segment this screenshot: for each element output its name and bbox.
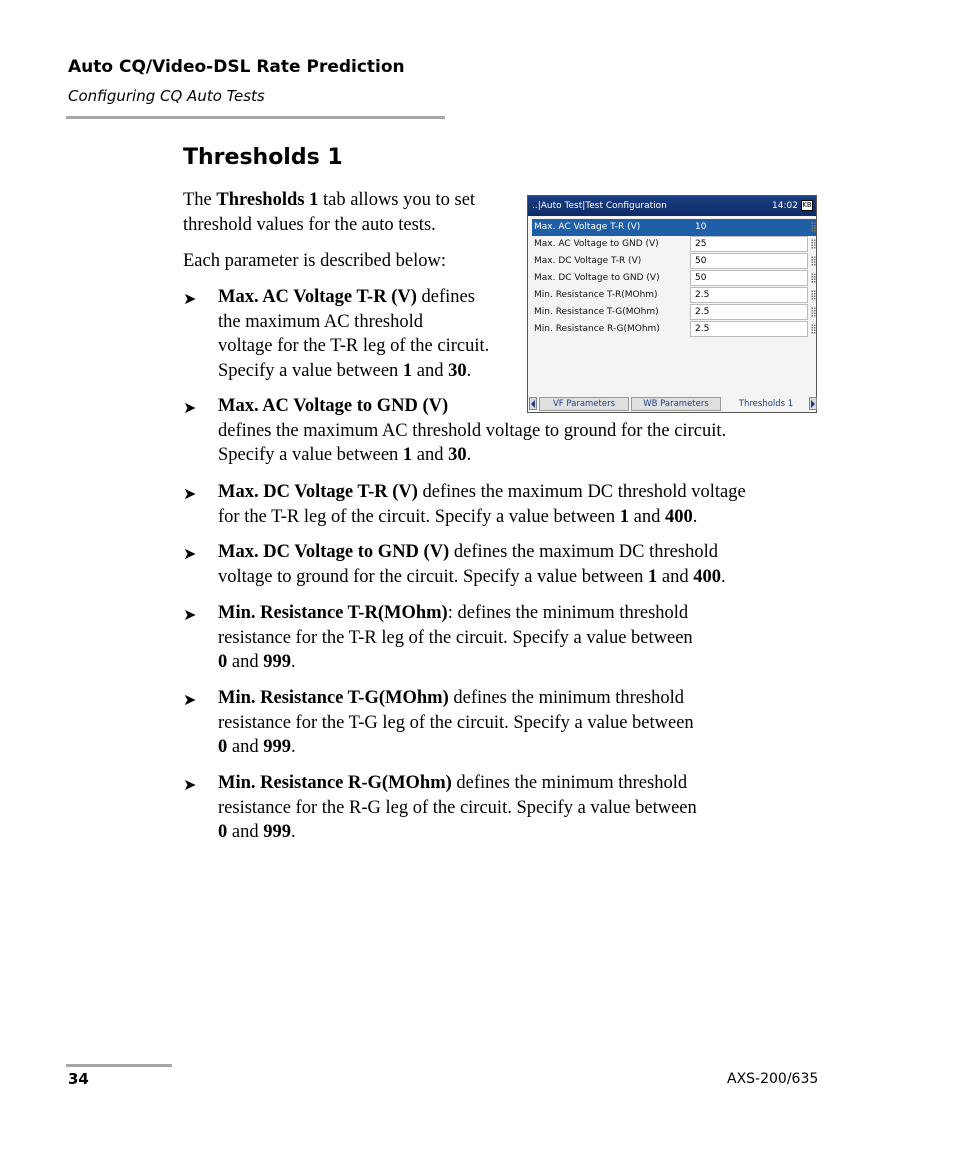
param-row-res-tg[interactable] [532,304,816,321]
bullet-arrow-icon: ➤ [183,690,197,709]
bullet-item: Min. Resistance R-G(MOhm) defines the minimum threshold resistance for the R-G leg of the circuit. Specify a value between 0 and 999. [218,773,697,842]
device-clock: 14:02 [772,201,798,211]
bullet-arrow-icon: ➤ [183,775,197,794]
grip-icon [811,239,816,249]
param-value-field[interactable]: 2.5 [690,304,808,320]
bullet-item: Max. DC Voltage T-R (V) defines the maximum DC threshold voltage for the T-R leg of the circuit. Specify a value between 1 and 400. [218,482,746,527]
param-row-ac-tr[interactable] [532,219,816,236]
tab-vf-parameters[interactable]: VF Parameters [539,397,629,411]
page-number: 34 [68,1070,89,1088]
section-title: Thresholds 1 [183,145,343,170]
param-value-field[interactable]: 2.5 [690,321,808,337]
device-title-bar [528,196,816,216]
bullet-arrow-icon: ➤ [183,605,197,624]
param-label: Max. AC Voltage T-R (V) [534,222,641,232]
tab-scroll-right-icon[interactable] [809,397,817,410]
bullet-arrow-icon: ➤ [183,484,197,503]
described-paragraph: Each parameter is described below: [183,251,446,271]
device-tab-bar [528,396,816,412]
param-row-dc-gnd[interactable] [532,270,816,287]
param-value-field[interactable]: 50 [690,253,808,269]
bullet-arrow-icon: ➤ [183,289,197,308]
running-header-title: Auto CQ/Video-DSL Rate Prediction [68,57,405,77]
param-label: Max. DC Voltage to GND (V) [534,273,660,283]
param-value-field[interactable]: 10 [690,219,808,235]
grip-icon [811,256,816,266]
param-value-field[interactable]: 25 [690,236,808,252]
header-rule [66,116,445,119]
device-screenshot [527,195,817,413]
bullet-item: Min. Resistance T-G(MOhm) defines the minimum threshold resistance for the T-G leg of the circuit. Specify a value between 0 and 999. [218,688,694,757]
param-label: Max. DC Voltage T-R (V) [534,256,642,266]
product-model: AXS-200/635 [727,1071,819,1087]
tab-thresholds-1[interactable]: Thresholds 1 [724,397,808,411]
param-label: Min. Resistance T-R(MOhm) [534,290,658,300]
keyboard-icon[interactable]: KB [802,201,812,209]
param-value-field[interactable]: 50 [690,270,808,286]
grip-icon [811,290,816,300]
bullet-item: Max. AC Voltage T-R (V) defines the maximum AC threshold voltage for the T-R leg of the circuit. Specify a value between 1 and 30. [218,287,490,381]
grip-icon [811,222,816,232]
param-row-ac-gnd[interactable] [532,236,816,253]
tab-scroll-left-icon[interactable] [529,397,537,410]
param-row-res-tr[interactable] [532,287,816,304]
bullet-arrow-icon: ➤ [183,544,197,563]
param-row-dc-tr[interactable] [532,253,816,270]
param-label: Max. AC Voltage to GND (V) [534,239,659,249]
param-row-res-rg[interactable] [532,321,816,338]
param-value-field[interactable]: 2.5 [690,287,808,303]
intro-paragraph: The Thresholds 1 tab allows you to set threshold values for the auto tests. [183,190,476,235]
running-header-subtitle: Configuring CQ Auto Tests [68,87,265,105]
device-title: ..|Auto Test|Test Configuration [532,201,667,211]
param-label: Min. Resistance T-G(MOhm) [534,307,659,317]
param-label: Min. Resistance R-G(MOhm) [534,324,660,334]
bullet-arrow-icon: ➤ [183,398,197,417]
grip-icon [811,273,816,283]
grip-icon [811,307,816,317]
bullet-item: Min. Resistance T-R(MOhm): defines the minimum threshold resistance for the T-R leg of the circuit. Specify a value between 0 and 999. [218,603,693,672]
bullet-item: Max. DC Voltage to GND (V) defines the maximum DC threshold voltage to ground for the circuit. Specify a value between 1 and 400. [218,542,726,587]
grip-icon [811,324,816,334]
bullet-item: Max. AC Voltage to GND (V) defines the maximum AC threshold voltage to ground for the circuit. Specify a value between 1 and 30. [218,396,727,465]
tab-wb-parameters[interactable]: WB Parameters [631,397,721,411]
footer-rule [66,1064,172,1067]
